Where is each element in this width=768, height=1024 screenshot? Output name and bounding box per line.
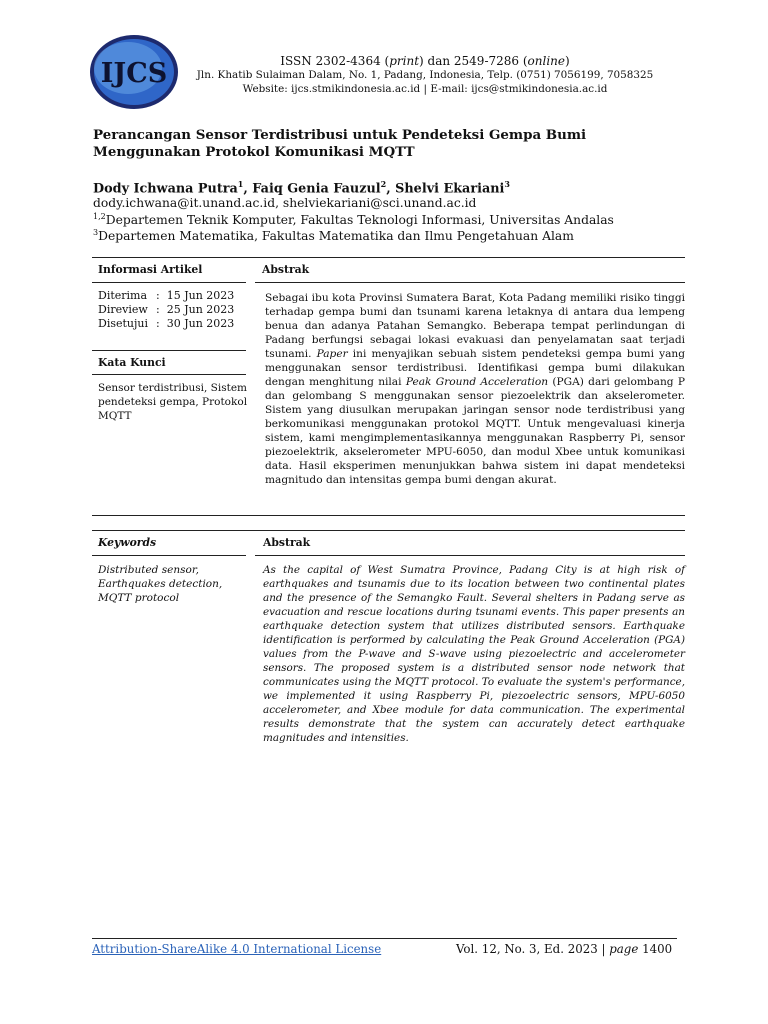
keywords-id: Sensor terdistribusi, Sistem pendeteksi gempa, Protokol MQTT: [98, 382, 248, 422]
keywords-top-rule: [92, 350, 246, 351]
abstract-id-heading: Abstrak: [262, 263, 310, 276]
journal-address: Jln. Khatib Sulaiman Dalam, No. 1, Padang, Indonesia, Telp. (0751) 7056199, 7058325: [196, 69, 654, 81]
authors: Dody Ichwana Putra$^1$, Faiq Genia Fauzul$^2$, Shelvi Ekariani$^3$: [93, 179, 510, 197]
keywords-en: Distributed sensor, Earthquakes detection, MQTT protocol: [98, 564, 223, 604]
info-heading: Informasi Artikel: [98, 263, 203, 276]
page-info: Vol. 12, No. 3, Ed. 2023 | page 1400: [456, 942, 673, 956]
info-rule: [92, 282, 246, 283]
abstract-en: As the capital of West Sumatra Province, Padang City is at high risk of earthquakes and tsunamis due to its location between two continental plates and the presence of the Semangko Fault. Several shelters in Padang serve as evacuation and rescue locations during tsunami events. This paper presents an earthquake detection system that utilizes distributed sensors. Earthquake identification is performed by calculating the Peak Ground Acceleration (PGA) values from the P-wave and S-wave using piezoelectric and accelerometer sensors. The proposed system is a distributed sensor node network that communicates using the MQTT protocol. To evaluate the system's performance, we implemented it using Raspberry Pi, piezoelectric sensors, MPU-6050 accelerometer, and Xbee module for data communication. The experimental results demonstrate that the system can accurately detect earthquake magnitudes and intensities.: [263, 564, 685, 744]
journal-header: [180, 54, 670, 96]
journal-website: Website: ijcs.stmikindonesia.ac.id | E-mail: ijcs@stmikindonesia.ac.id: [242, 83, 608, 95]
english-top-rule: [92, 515, 685, 516]
keywords-id-heading: Kata Kunci: [98, 356, 166, 369]
reviewed-date: Direview : 25 Jun 2023: [98, 303, 235, 316]
accepted-date: Disetujui : 30 Jun 2023: [98, 317, 235, 330]
top-rule: [92, 257, 685, 258]
affiliation-2: $^3$Departemen Matematika, Fakultas Matematika dan Ilmu Pengetahuan Alam: [93, 228, 574, 244]
keywords-bottom-rule: [92, 374, 246, 375]
abstract-en-heading: Abstrak: [263, 536, 311, 549]
issn-line: ISSN 2302-4364 (print) dan 2549-7286 (online): [280, 54, 570, 68]
ijcs-logo: [88, 32, 180, 112]
author-emails: dody.ichwana@it.unand.ac.id, shelviekariani@sci.unand.ac.id: [93, 196, 477, 210]
keywords-en-heading: Keywords: [98, 536, 157, 549]
abstract-en-rule: [255, 555, 685, 556]
keywords-en-rule: [92, 555, 246, 556]
abstract-id: Sebagai ibu kota Provinsi Sumatera Barat, Kota Padang memiliki risiko tinggi terhadap gempa bumi dan tsunami karena letaknya di antara dua lempeng benua dan adanya Patahan Semangko. Beberapa tempat perlindungan di Padang berfungsi sebagai lokasi evakuasi dan penyelamatan saat terjadi tsunami. Paper ini menyajikan sebuah sistem pendeteksi gempa bumi yang menggunakan sensor terdistribusi. Identifikasi gempa bumi dilakukan dengan menghitung nilai Peak Ground Acceleration (PGA) dari gelombang P dan gelombang S menggunakan sensor piezoelektrik dan akselerometer. Sistem yang diusulkan merupakan jaringan sensor node terdistribusi yang berkomunikasi menggunakan protokol MQTT. Untuk mengevaluasi kinerja sistem, kami mengimplementasikannya menggunakan Raspberry Pi, sensor piezoelektrik, akselerometer MPU-6050, dan modul Xbee untuk komunikasi data. Hasil eksperimen menunjukkan bahwa sistem ini dapat mendeteksi magnitudo dan intensitas gempa bumi dengan akurat.: [265, 292, 686, 486]
english-header-top-rule: [92, 530, 685, 531]
paper-title: Perancangan Sensor Terdistribusi untuk Pendeteksi Gempa Bumi Menggunakan Protokol Komunikasi MQTT: [93, 127, 587, 160]
logo-text: IJCS: [100, 58, 168, 89]
affiliation-1: $^{1,2}$Departemen Teknik Komputer, Fakultas Teknologi Informasi, Universitas Andalas: [93, 212, 614, 228]
abstract-id-rule: [255, 282, 685, 283]
footer-rule: [92, 938, 677, 939]
license-link[interactable]: Attribution-ShareAlike 4.0 International License: [92, 942, 382, 956]
received-date: Diterima : 15 Jun 2023: [98, 289, 235, 302]
